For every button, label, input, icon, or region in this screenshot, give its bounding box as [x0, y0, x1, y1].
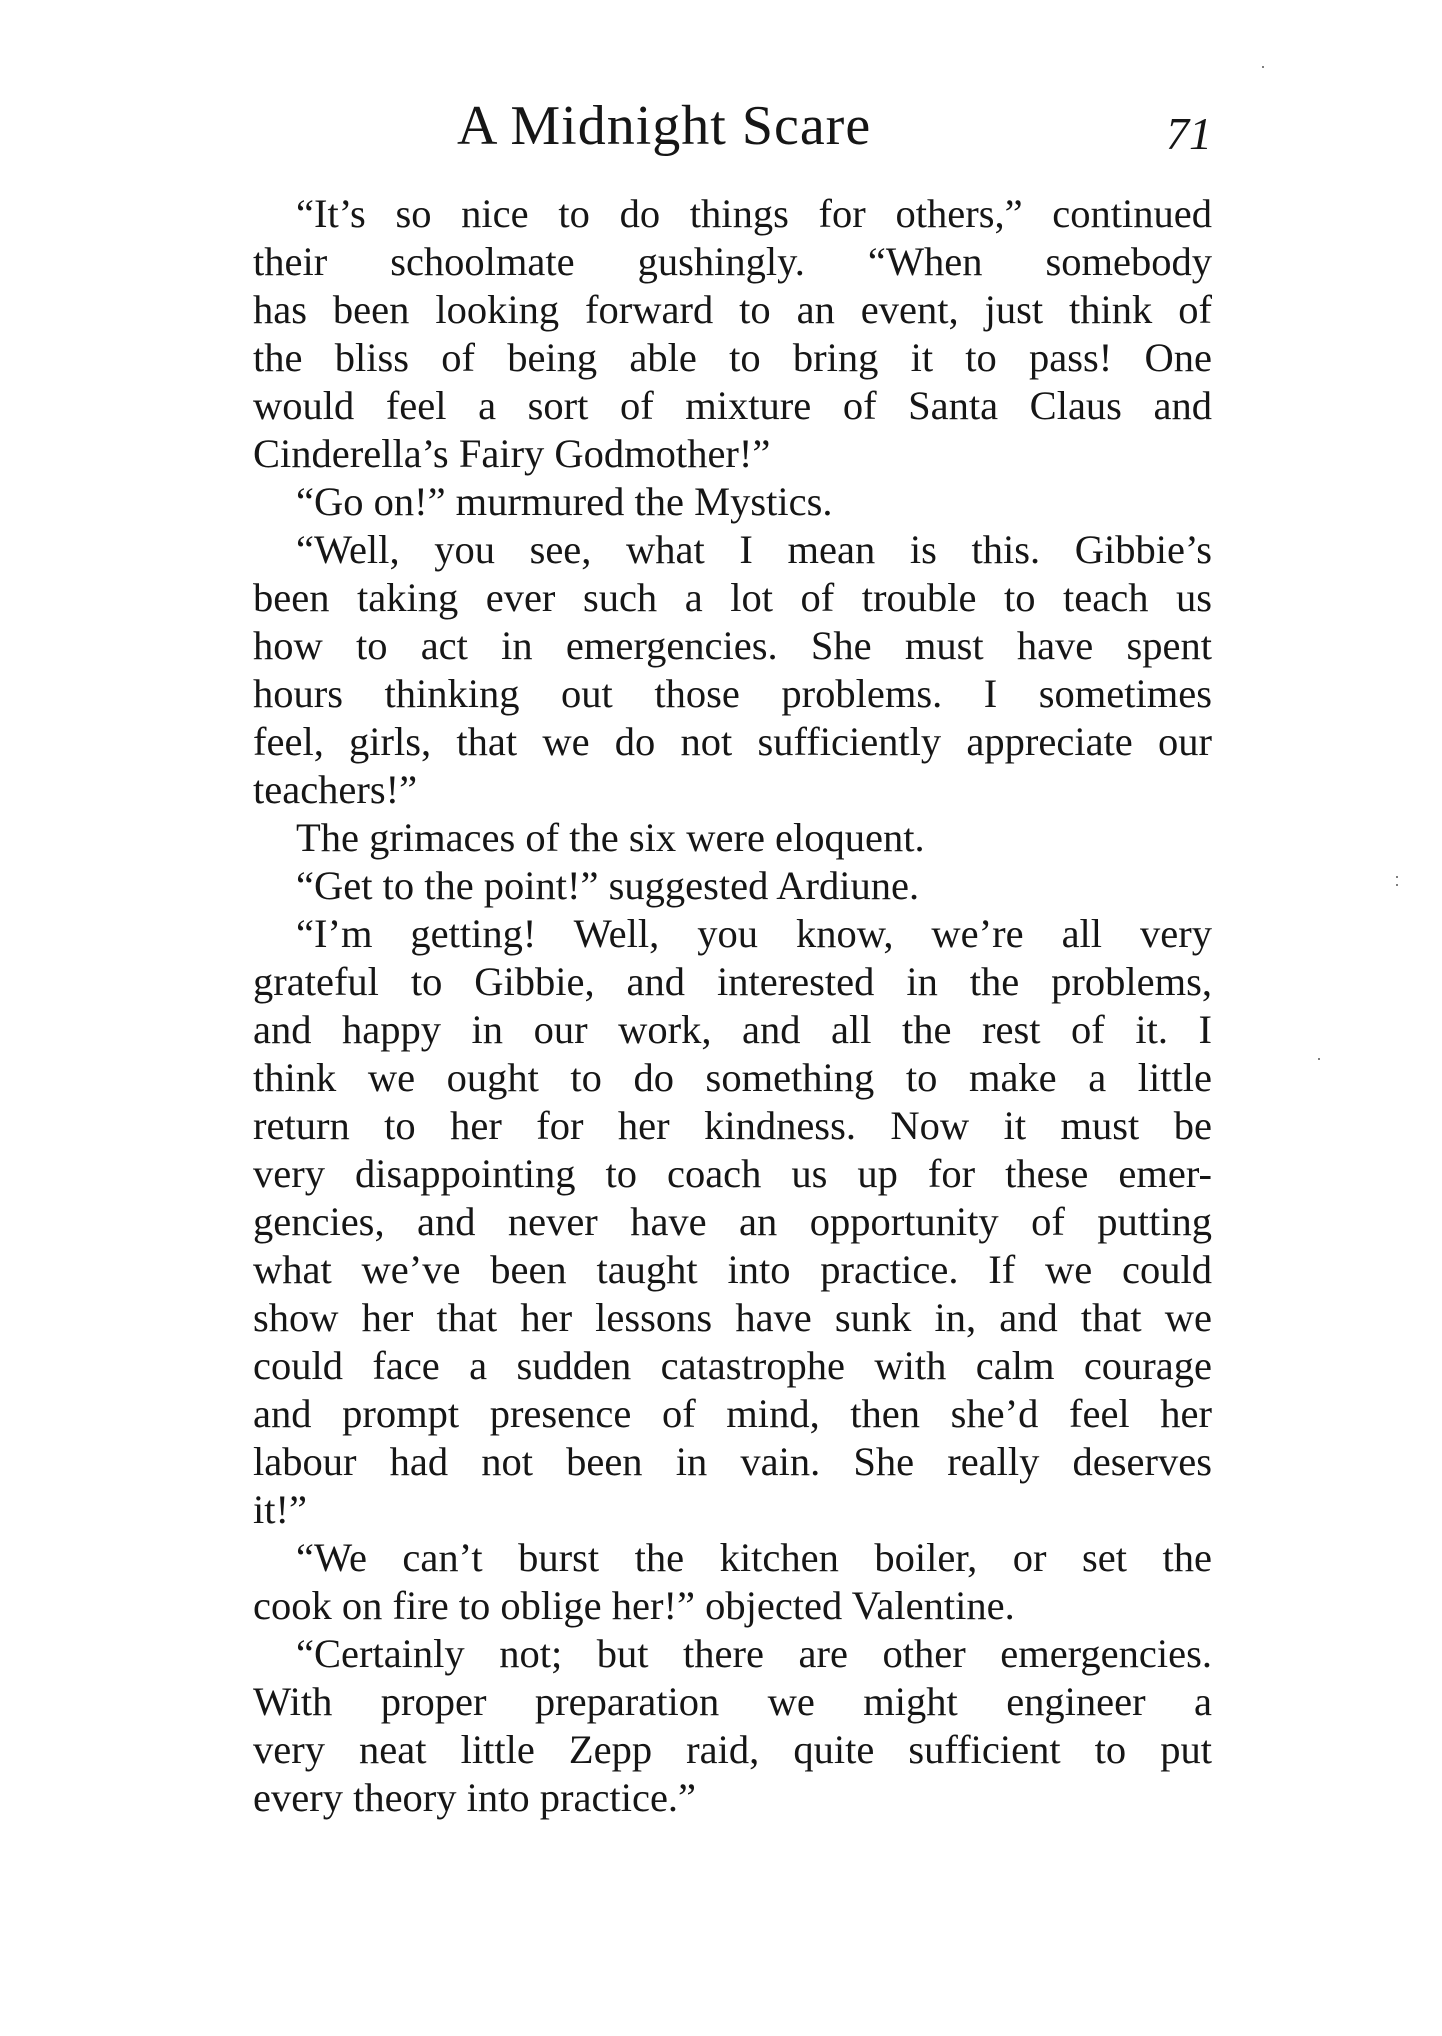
scan-speck	[1318, 1058, 1320, 1060]
text-line: return to her for her kindness. Now it must be	[253, 1103, 1212, 1148]
paragraph	[210, 910, 1212, 1534]
text-line: could face a sudden catastrophe with calm courage	[253, 1343, 1212, 1388]
text-line: would feel a sort of mixture of Santa Claus and	[253, 383, 1212, 428]
paragraph	[210, 1534, 1212, 1630]
text-line: labour had not been in vain. She really deserves	[253, 1439, 1212, 1484]
body-text	[210, 190, 1212, 1822]
scan-speck	[1262, 66, 1264, 68]
paragraph	[210, 190, 1212, 478]
text-line: “Go on!” murmured the Mystics.	[296, 479, 833, 524]
text-line: and prompt presence of mind, then she’d feel her	[253, 1391, 1212, 1436]
text-line: “We can’t burst the kitchen boiler, or set the	[296, 1535, 1212, 1580]
text-line: the bliss of being able to bring it to pass! One	[253, 335, 1212, 380]
paragraph	[210, 478, 1212, 526]
text-line: “I’m getting! Well, you know, we’re all very	[296, 911, 1212, 956]
text-line: “Get to the point!” suggested Ardiune.	[296, 863, 920, 908]
text-line: “Well, you see, what I mean is this. Gibbie’s	[296, 527, 1212, 572]
scan-speck	[1396, 884, 1398, 886]
text-line: feel, girls, that we do not sufficiently appreciate our	[253, 719, 1212, 764]
text-line: hours thinking out those problems. I sometimes	[253, 671, 1212, 716]
text-line: their schoolmate gushingly. “When somebody	[253, 239, 1212, 284]
running-head	[0, 86, 1442, 166]
text-line: very disappointing to coach us up for these emer-	[253, 1151, 1212, 1196]
text-line: gencies, and never have an opportunity of putting	[253, 1199, 1212, 1244]
text-line: very neat little Zepp raid, quite sufficient to put	[253, 1727, 1212, 1772]
page-number: 71	[1166, 108, 1212, 159]
text-line: has been looking forward to an event, just think of	[253, 287, 1212, 332]
text-line: show her that her lessons have sunk in, and that we	[253, 1295, 1212, 1340]
text-line: “It’s so nice to do things for others,” continued	[296, 191, 1212, 236]
text-line: cook on fire to oblige her!” objected Valentine.	[253, 1583, 1015, 1628]
text-line: how to act in emergencies. She must have spent	[253, 623, 1212, 668]
chapter-title: A Midnight Scare	[457, 95, 872, 157]
paragraph	[210, 862, 1212, 910]
text-line: The grimaces of the six were eloquent.	[296, 815, 925, 860]
text-line: what we’ve been taught into practice. If we could	[253, 1247, 1212, 1292]
paragraph	[210, 1630, 1212, 1822]
text-line: “Certainly not; but there are other emergencies.	[296, 1631, 1212, 1676]
text-line: grateful to Gibbie, and interested in the problems,	[253, 959, 1212, 1004]
text-line: teachers!”	[253, 767, 418, 812]
text-line: Cinderella’s Fairy Godmother!”	[253, 431, 771, 476]
text-line: been taking ever such a lot of trouble to teach us	[253, 575, 1212, 620]
paragraph	[210, 814, 1212, 862]
text-line: and happy in our work, and all the rest of it. I	[253, 1007, 1212, 1052]
text-line: think we ought to do something to make a little	[253, 1055, 1212, 1100]
text-line: every theory into practice.”	[253, 1775, 697, 1820]
scan-speck	[1396, 876, 1398, 878]
text-line: it!”	[253, 1487, 307, 1532]
paragraph	[210, 526, 1212, 814]
text-line: With proper preparation we might engineer a	[253, 1679, 1212, 1724]
